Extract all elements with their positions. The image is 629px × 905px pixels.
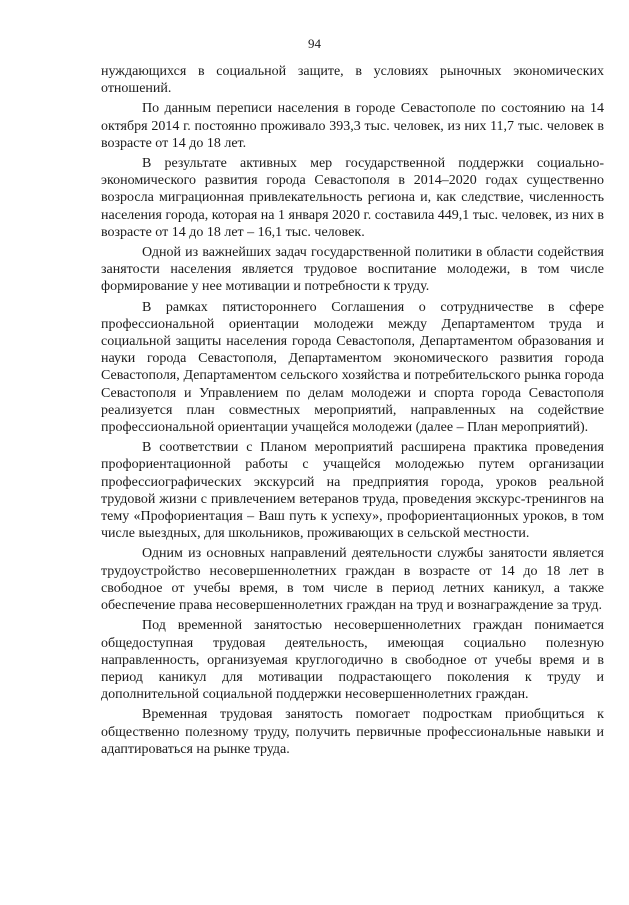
paragraph-labor-education: Одной из важнейших задач государственной политики в области содействия занятости населения является трудовое воспитание молодежи, в том числе формирование у нее мотивации и потребности к труду. <box>101 245 604 295</box>
paragraph-temporary-employment-definition: Под временной занятостью несовершеннолетних граждан понимается общедоступная трудовая деятельность, имеющая социально полезную направленность, организуемая круглогодично в свободное от учебы время и в период каникул для мотивации подрастающего поколения к труду и дополнительной социальной поддержки несовершеннолетних граждан. <box>101 618 604 703</box>
page-number: 94 <box>308 36 321 51</box>
paragraph-temporary-employment-benefits: Временная трудовая занятость помогает подросткам приобщиться к общественно полезному труду, получить первичные профессиональные навыки и адаптироваться на рынке труда. <box>101 707 604 757</box>
paragraph-career-guidance: В соответствии с Планом мероприятий расширена практика проведения профориентационной работы с учащейся молодежью путем организации профессиографических экскурсий на предприятия города, уроков реальной трудовой жизни с привлечением ветеранов труда, проведения экскурс-тренингов на тему «Профориентация – Ваш путь к успеху», профориентационных уроков, в том числе выездных, для школьников, проживающих в сельской местности. <box>101 440 604 542</box>
paragraph-census: По данным переписи населения в городе Севастополе по состоянию на 14 октября 2014 г. постоянно проживало 393,3 тыс. человек, из них 11,7 тыс. человек в возрасте от 14 до 18 лет. <box>101 101 604 151</box>
document-body <box>101 63 604 761</box>
paragraph-population-growth: В результате активных мер государственной поддержки социально-экономического развития города Севастополя в 2014–2020 годах существенно возросла миграционная привлекательность региона и, как следствие, численность населения города, которая на 1 января 2020 г. составила 449,1 тыс. человек, из них в возрасте от 14 до 18 лет – 16,1 тыс. человек. <box>101 156 604 240</box>
paragraph-employment-service: Одним из основных направлений деятельности службы занятости является трудоустройство несовершеннолетних граждан в возрасте от 14 до 18 лет в свободное от учебы время, в том числе в период летних каникул, а также обеспечение права несовершеннолетних граждан на труд и вознаграждение за труд. <box>101 546 604 614</box>
paragraph-continuation: нуждающихся в социальной защите, в условиях рыночных экономических отношений. <box>101 64 604 97</box>
paragraph-agreement: В рамках пятистороннего Соглашения о сотрудничестве в сфере профессиональной ориентации молодежи между Департаментом труда и социальной защиты населения города Севастополя, Департаментом образования и науки города Севастополя, Департаментом экономического развития города Севастополя, Департаментом сельского хозяйства и потребительского рынка города Севастополя и Управлением по делам молодежи и спорта города Севастополя реализуется план совместных мероприятий, направленных на содействие профессиональной ориентации учащейся молодежи (далее – План мероприятий). <box>101 299 604 436</box>
